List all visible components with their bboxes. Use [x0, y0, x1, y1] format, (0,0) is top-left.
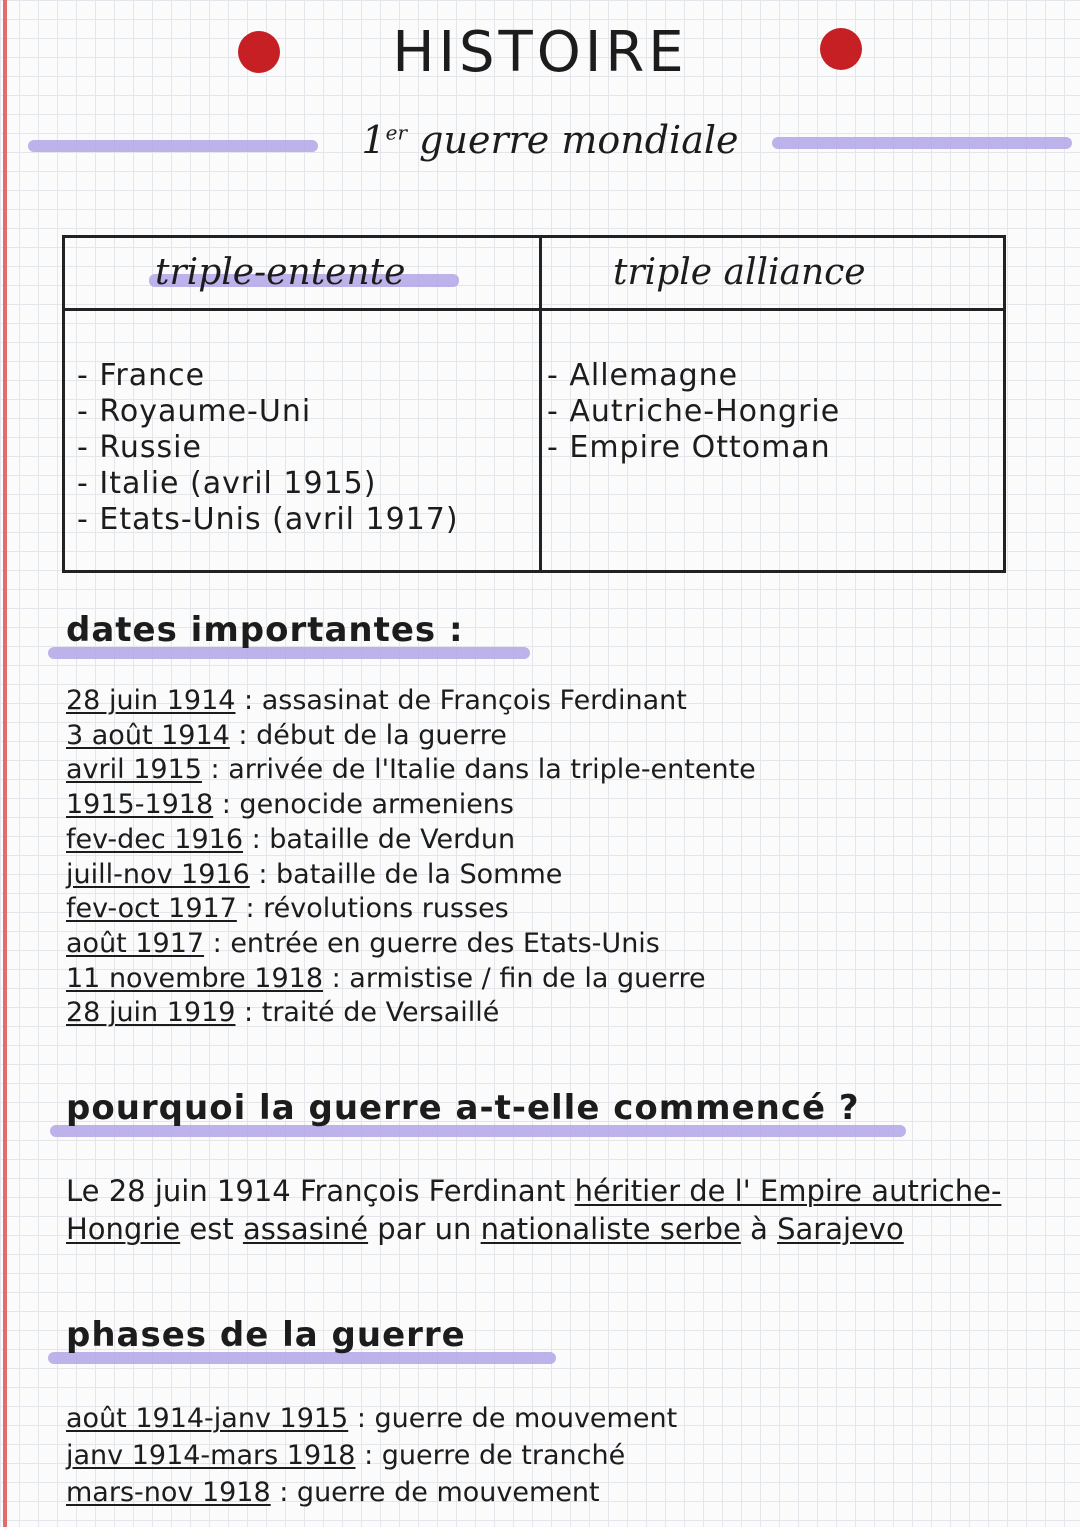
list-item — [66, 753, 756, 788]
event: : armistise / fin de la guerre — [323, 962, 706, 994]
dates-heading: dates importantes : — [66, 610, 464, 650]
list-item — [66, 996, 756, 1031]
date: janv 1914-mars 1918 — [66, 1440, 356, 1471]
date: juill-nov 1916 — [66, 858, 250, 890]
text-span-underlined: nationaliste serbe — [480, 1212, 741, 1246]
date: 28 juin 1914 — [66, 685, 236, 716]
list-item — [66, 684, 756, 719]
page-title: HISTOIRE — [392, 20, 688, 85]
subtitle-highlight-right — [772, 137, 1072, 149]
event: : début de la guerre — [229, 719, 507, 751]
date: 1915-1918 — [66, 789, 214, 821]
alliances-table — [62, 235, 1006, 573]
dates-list — [66, 684, 756, 1031]
event: : bataille de Verdun — [243, 823, 516, 855]
triple-alliance-list — [547, 358, 840, 466]
list-item: - Russie — [77, 430, 202, 465]
date: avril 1915 — [66, 754, 202, 786]
list-item — [66, 1474, 677, 1511]
date: 28 juin 1919 — [66, 997, 236, 1029]
event: : guerre de tranché — [355, 1440, 626, 1471]
event: : arrivée de l'Italie dans la triple-entente — [201, 754, 756, 786]
event: : guerre de mouvement — [348, 1403, 678, 1434]
list-item — [66, 858, 756, 893]
list-item — [66, 927, 756, 962]
subtitle-text: guerre mondiale — [407, 118, 739, 162]
date: 11 novembre 1918 — [66, 962, 324, 994]
phases-list — [66, 1400, 677, 1511]
list-item: - Allemagne — [547, 358, 739, 393]
event: : assasinat de François Ferdinant — [235, 685, 687, 716]
list-item: - Empire Ottoman — [547, 430, 831, 465]
event: : bataille de la Somme — [249, 858, 563, 890]
date: mars-nov 1918 — [66, 1477, 271, 1508]
list-item: - Autriche-Hongrie — [547, 394, 841, 429]
event: : guerre de mouvement — [270, 1477, 600, 1508]
table-header-divider — [65, 308, 1003, 311]
text-span-underlined: héritier de l' Empire autriche-Hongrie — [66, 1174, 1002, 1246]
phases-heading: phases de la guerre — [66, 1315, 466, 1355]
list-item — [66, 719, 756, 754]
list-item — [66, 788, 756, 823]
event: : traité de Versaillé — [235, 997, 500, 1029]
subtitle — [320, 118, 780, 162]
text-span-underlined: Sarajevo — [777, 1212, 904, 1246]
red-dot-left — [238, 31, 280, 73]
why-paragraph — [66, 1172, 1026, 1248]
date: août 1914-janv 1915 — [66, 1403, 349, 1434]
margin-line — [3, 0, 7, 1527]
text-span: Le 28 juin 1914 François Ferdinant — [66, 1174, 575, 1208]
table-vertical-divider — [539, 238, 542, 570]
subtitle-number: 1 — [361, 118, 386, 162]
text-span: à — [740, 1212, 778, 1246]
list-item: - Etats-Unis (avril 1917) — [77, 502, 459, 537]
list-item: - Italie (avril 1915) — [77, 466, 377, 501]
date: août 1917 — [66, 927, 205, 959]
event: : genocide armeniens — [213, 789, 514, 821]
date: fev-oct 1917 — [66, 893, 237, 925]
header-triple-entente: triple-entente — [155, 252, 406, 293]
text-span: par un — [368, 1212, 481, 1246]
list-item — [66, 1437, 677, 1474]
red-dot-right — [820, 28, 862, 70]
list-item — [66, 823, 756, 858]
why-heading: pourquoi la guerre a-t-elle commencé ? — [66, 1088, 860, 1128]
text-span-underlined: assasiné — [242, 1212, 369, 1246]
list-item: - France — [77, 358, 206, 393]
list-item — [66, 1400, 677, 1437]
header-triple-alliance: triple alliance — [613, 252, 866, 293]
date: 3 août 1914 — [66, 719, 230, 751]
list-item — [66, 962, 756, 997]
subtitle-highlight-left — [28, 140, 318, 152]
date: fev-dec 1916 — [66, 823, 244, 855]
subtitle-sup: er — [385, 120, 408, 145]
list-item — [66, 892, 756, 927]
event: : entrée en guerre des Etats-Unis — [204, 927, 660, 959]
event: : révolutions russes — [236, 893, 509, 925]
text-span: est — [180, 1212, 243, 1246]
list-item: - Royaume-Uni — [77, 394, 312, 429]
triple-entente-list — [77, 358, 459, 538]
